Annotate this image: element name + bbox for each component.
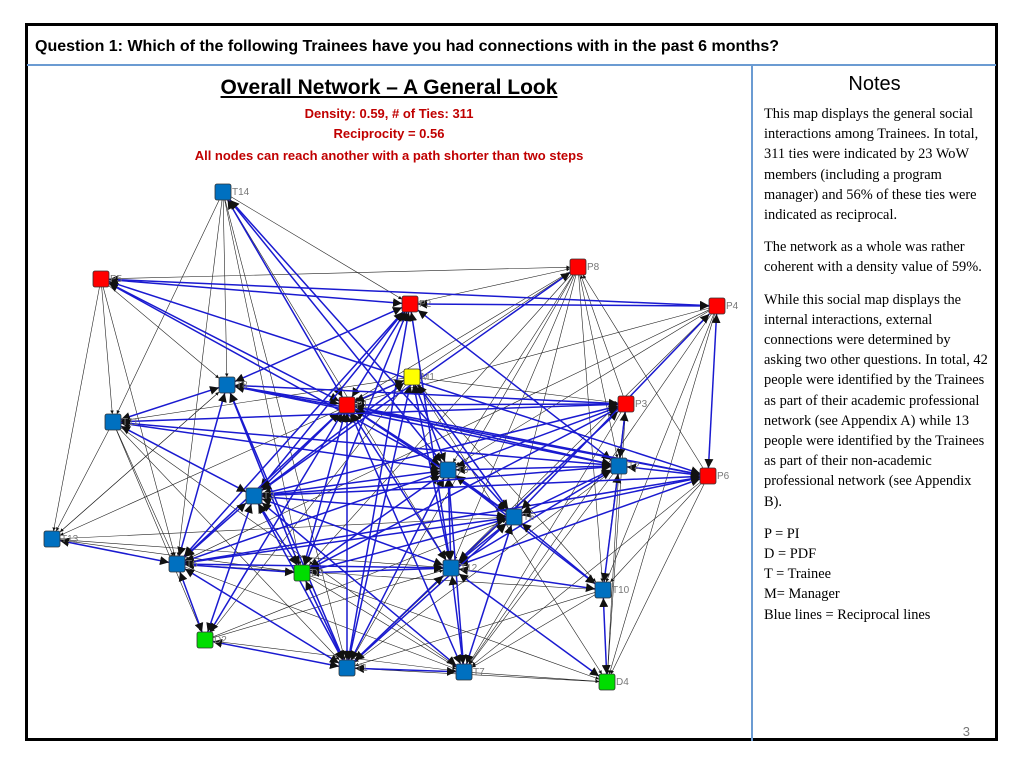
directed-edge-P5-T13 — [54, 287, 100, 531]
directed-edge-M1-T10 — [419, 385, 596, 582]
reciprocal-edge-D3-T12 — [310, 568, 443, 572]
directed-edge-P3-P8 — [581, 275, 623, 396]
node-square — [44, 531, 60, 547]
node-t9 — [440, 462, 469, 478]
directed-edge-D2-T5 — [213, 520, 506, 637]
node-square — [404, 369, 420, 385]
reciprocity-text: Reciprocity = 0.56 — [333, 126, 445, 141]
node-t10 — [595, 582, 630, 598]
node-t8 — [219, 377, 248, 393]
reciprocal-edge-T5-T10 — [522, 524, 595, 584]
node-m1 — [404, 369, 435, 385]
legend-item: D = PDF — [764, 546, 817, 563]
directed-edge-P5-P8 — [109, 267, 570, 279]
node-t2 — [611, 458, 640, 474]
reach-text: All nodes can reach another with a path shorter than two steps — [194, 148, 584, 163]
node-d3 — [294, 565, 324, 581]
node-t5 — [506, 509, 535, 525]
legend-item: P = PI — [764, 525, 800, 542]
node-square — [709, 298, 725, 314]
directed-edge-P4-T9 — [456, 311, 709, 465]
node-t1 — [339, 660, 368, 676]
legend-item: Blue lines = Reciprocal lines — [764, 606, 931, 623]
node-t11 — [105, 414, 139, 430]
node-square — [105, 414, 121, 430]
directed-edge-P6-D4 — [611, 484, 704, 674]
node-t13 — [44, 531, 79, 547]
directed-edge-M1-P8 — [420, 272, 570, 371]
notes-title: Notes — [848, 73, 901, 95]
node-label: T5 — [523, 512, 535, 523]
reciprocal-edge-T3-T7 — [262, 503, 456, 666]
node-label: D4 — [616, 677, 629, 688]
node-label: T11 — [122, 417, 139, 428]
node-square — [219, 377, 235, 393]
reciprocal-edge-T6-D2 — [180, 572, 202, 632]
node-label: T8 — [236, 380, 248, 391]
directed-edge-P6-T10 — [610, 484, 700, 582]
node-label: T7 — [473, 667, 485, 678]
page-number: 3 — [962, 724, 970, 739]
node-square — [506, 509, 522, 525]
node-square — [599, 674, 615, 690]
node-square — [246, 488, 262, 504]
node-label: P5 — [110, 274, 123, 285]
legend-item: T = Trainee — [764, 566, 832, 583]
node-p8 — [570, 259, 600, 275]
node-p1 — [339, 397, 369, 413]
node-label: P1 — [356, 400, 369, 411]
node-label: M1 — [421, 372, 435, 383]
question-heading: Question 1: Which of the following Trainees have you had connections with in the past 6 months? — [35, 38, 780, 55]
node-label: D3 — [311, 568, 324, 579]
node-label: T12 — [460, 563, 478, 574]
reciprocal-edge-M1-T5 — [418, 385, 508, 509]
node-square — [440, 462, 456, 478]
legend-item: M= Manager — [764, 586, 840, 603]
node-square — [215, 184, 231, 200]
node-square — [169, 556, 185, 572]
node-square — [339, 397, 355, 413]
reciprocal-edge-P6-P4 — [708, 314, 716, 468]
node-p4 — [709, 298, 739, 314]
node-p2 — [402, 296, 432, 312]
reciprocal-edge-T12-T10 — [459, 569, 595, 589]
directed-edge-T14-T6 — [178, 200, 222, 556]
node-t6 — [169, 556, 198, 572]
reciprocal-edge-P5-P2 — [109, 280, 402, 304]
node-p6 — [700, 468, 730, 484]
node-square — [402, 296, 418, 312]
node-label: T10 — [612, 585, 630, 596]
reciprocal-edge-D3-T1 — [306, 581, 343, 660]
reciprocal-edge-T2-T12 — [459, 471, 611, 563]
reciprocal-edge-P5-T9 — [109, 283, 440, 465]
notes-body — [764, 104, 990, 625]
node-label: P8 — [587, 262, 600, 273]
node-square — [339, 660, 355, 676]
node-p5 — [93, 271, 123, 287]
edge-layer — [54, 197, 717, 682]
density-text: Density: 0.59, # of Ties: 311 — [304, 106, 474, 121]
node-label: T13 — [61, 534, 79, 545]
directed-edge-T10-T7 — [472, 595, 595, 668]
node-square — [197, 632, 213, 648]
directed-edge-T11-T13 — [56, 430, 109, 531]
node-label: T6 — [186, 559, 198, 570]
notes-paragraph-2: The network as a whole was rather coherent with a density value of 59%. — [764, 239, 982, 276]
reciprocal-edge-T8-T11 — [121, 388, 219, 420]
node-t7 — [456, 664, 485, 680]
diagram-title: Overall Network – A General Look — [220, 76, 558, 99]
reciprocal-edge-T2-T10 — [604, 474, 618, 582]
node-square — [93, 271, 109, 287]
node-label: T2 — [628, 461, 640, 472]
legend — [764, 524, 990, 625]
node-t3 — [246, 488, 275, 504]
reciprocal-edge-T8-D3 — [230, 393, 299, 565]
node-label: T1 — [356, 663, 368, 674]
directed-edge-P4-T12 — [459, 314, 709, 560]
node-square — [570, 259, 586, 275]
node-square — [595, 582, 611, 598]
node-label: T9 — [457, 465, 469, 476]
node-square — [456, 664, 472, 680]
node-label: T3 — [263, 491, 275, 502]
node-label: T14 — [232, 187, 250, 198]
node-label: P3 — [635, 399, 648, 410]
node-square — [611, 458, 627, 474]
node-label: D2 — [214, 635, 227, 646]
node-square — [294, 565, 310, 581]
directed-edge-T7-D4 — [472, 673, 599, 682]
node-label: P2 — [419, 299, 432, 310]
directed-edge-P8-T9 — [453, 275, 573, 462]
directed-edge-P4-P1 — [355, 308, 709, 403]
node-label: P6 — [717, 471, 730, 482]
node-square — [618, 396, 634, 412]
node-t14 — [215, 184, 250, 200]
node-layer — [44, 184, 739, 690]
node-label: P4 — [726, 301, 739, 312]
reciprocal-edge-T8-T6 — [179, 393, 225, 556]
directed-edge-T11-D2 — [116, 430, 201, 632]
reciprocal-edge-T8-P3 — [235, 385, 618, 403]
notes-paragraph-3: While this social map displays the internal interactions, external connections were determined by asking two other questions. In total, 42 people were identified by the Trainees as part of their academic professional network (see Appendix A) while 13 people were identified by the Trainees as part of their non-academic professional network (see Appendix B). — [764, 291, 988, 510]
directed-edge-T14-T11 — [117, 200, 219, 414]
node-d2 — [197, 632, 227, 648]
node-d4 — [599, 674, 629, 690]
reciprocal-edge-T12-D4 — [459, 574, 599, 676]
node-p3 — [618, 396, 648, 412]
directed-edge-P5-T11 — [102, 287, 113, 414]
reciprocal-edge-P1-P3 — [355, 404, 618, 405]
reciprocal-edge-T10-D4 — [603, 598, 606, 674]
node-square — [700, 468, 716, 484]
node-t12 — [443, 560, 478, 576]
notes-paragraph-1: This map displays the general social interactions among Trainees. In total, 311 ties were indicated by 23 WoW members (including a program manager) and 56% of these ties were indicated as reciprocal. — [764, 106, 979, 224]
node-square — [443, 560, 459, 576]
